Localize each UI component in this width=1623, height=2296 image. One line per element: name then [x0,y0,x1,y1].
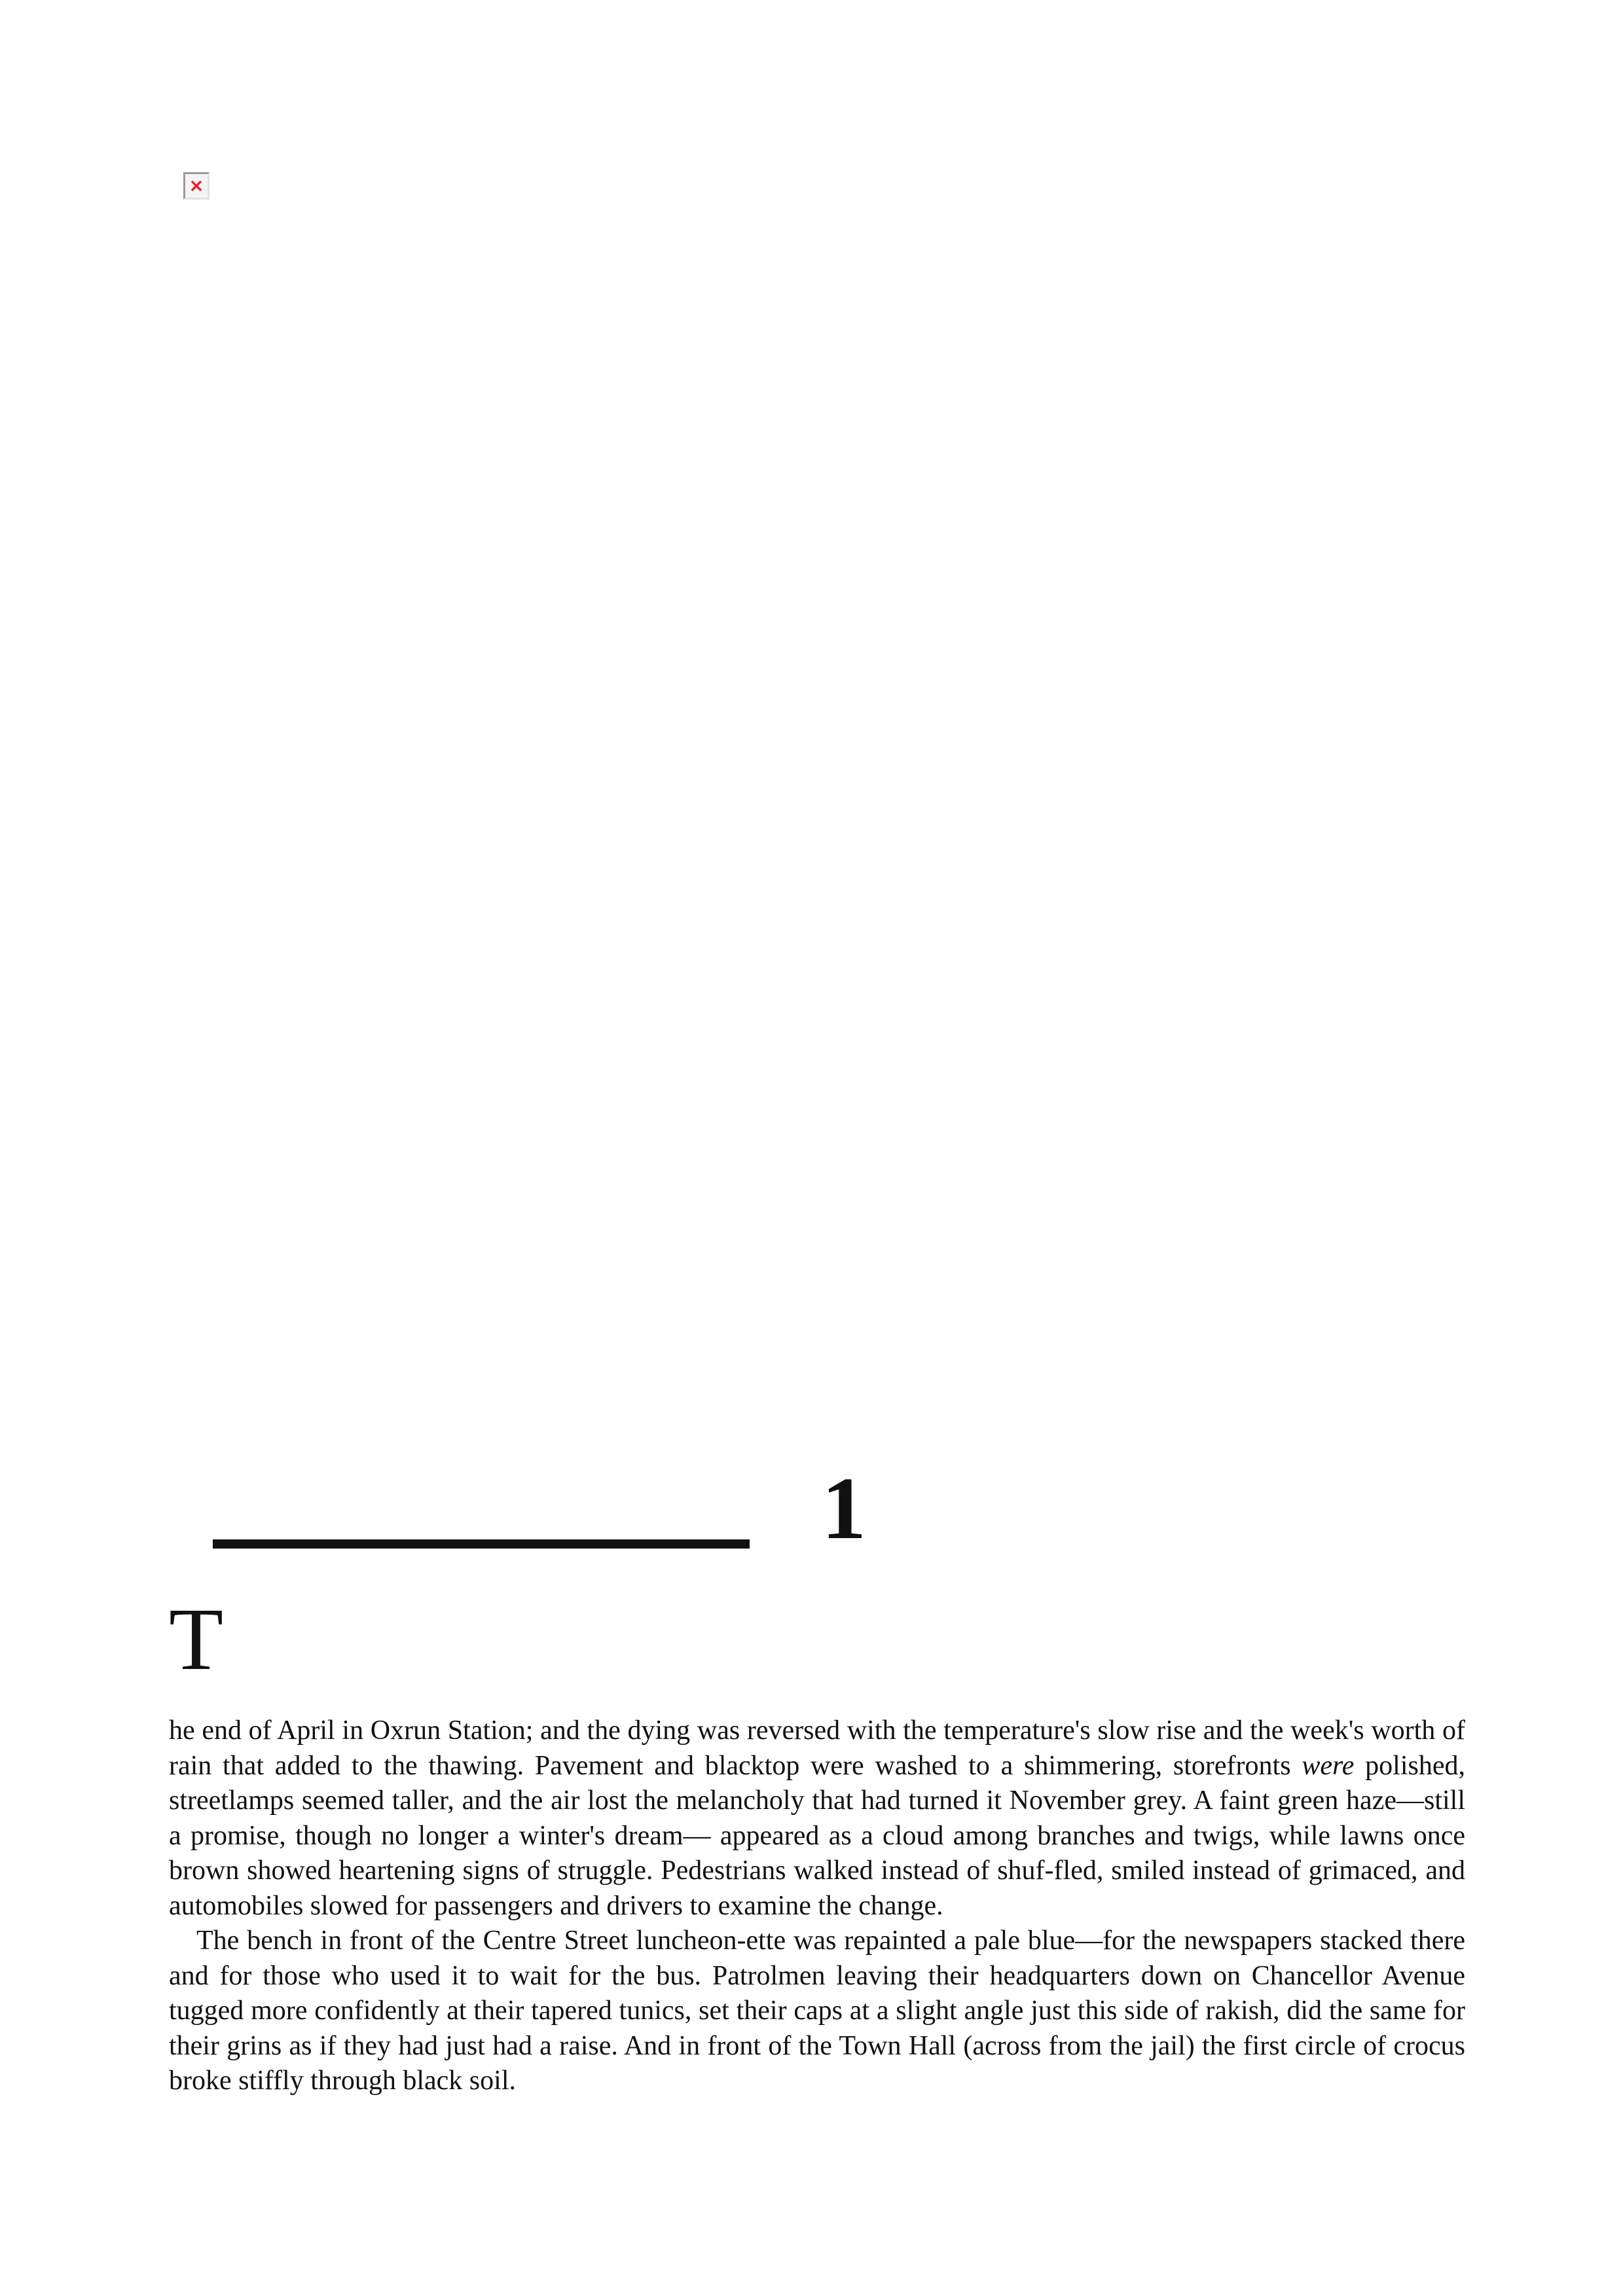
emphasis-were: were [1302,1750,1355,1781]
broken-image-placeholder [183,172,210,200]
paragraph-2: The bench in front of the Centre Street luncheon-ette was repainted a pale blue—for the newspapers stacked there and for those who used it to wait for the bus. Patrolmen leaving their headquarters down on Chancellor Avenue tugged more confidently at their tapered tunics, set their caps at a slight angle just this side of rakish, did the same for their grins as if they had just had a raise. And in front of the Town Hall (across from the jail) the first circle of crocus broke stiffly through black soil. [169,1926,1465,2096]
paragraph-1-text-end: polished, streetlamps seemed taller, and the air lost the melancholy that had turned it November grey. A faint green haze—still a promise, though no longer a winter's dream— appeared as a cloud among branches and twigs, while lawns once brown showed heartening signs of struggle. Pedestrians walked instead of shuf-fled, smiled instead of grimaced, and automobiles slowed for passengers and drivers to examine the change. [169,1750,1465,1921]
paragraph-1-text-start: he end of April in Oxrun Station; and the dying was reversed with the temperature's slow rise and the week's worth of rain that added to the thawing. Pavement and blacktop were washed to a shimmering, storefronts [169,1715,1465,1781]
chapter-number: 1 [822,1460,866,1558]
chapter-heading [213,1460,933,1571]
broken-image-icon [191,180,202,192]
chapter-rule [213,1539,750,1549]
chapter-body [169,1713,1465,2099]
paragraph-1 [169,1713,1465,1924]
drop-cap-letter: T [169,1590,224,1689]
